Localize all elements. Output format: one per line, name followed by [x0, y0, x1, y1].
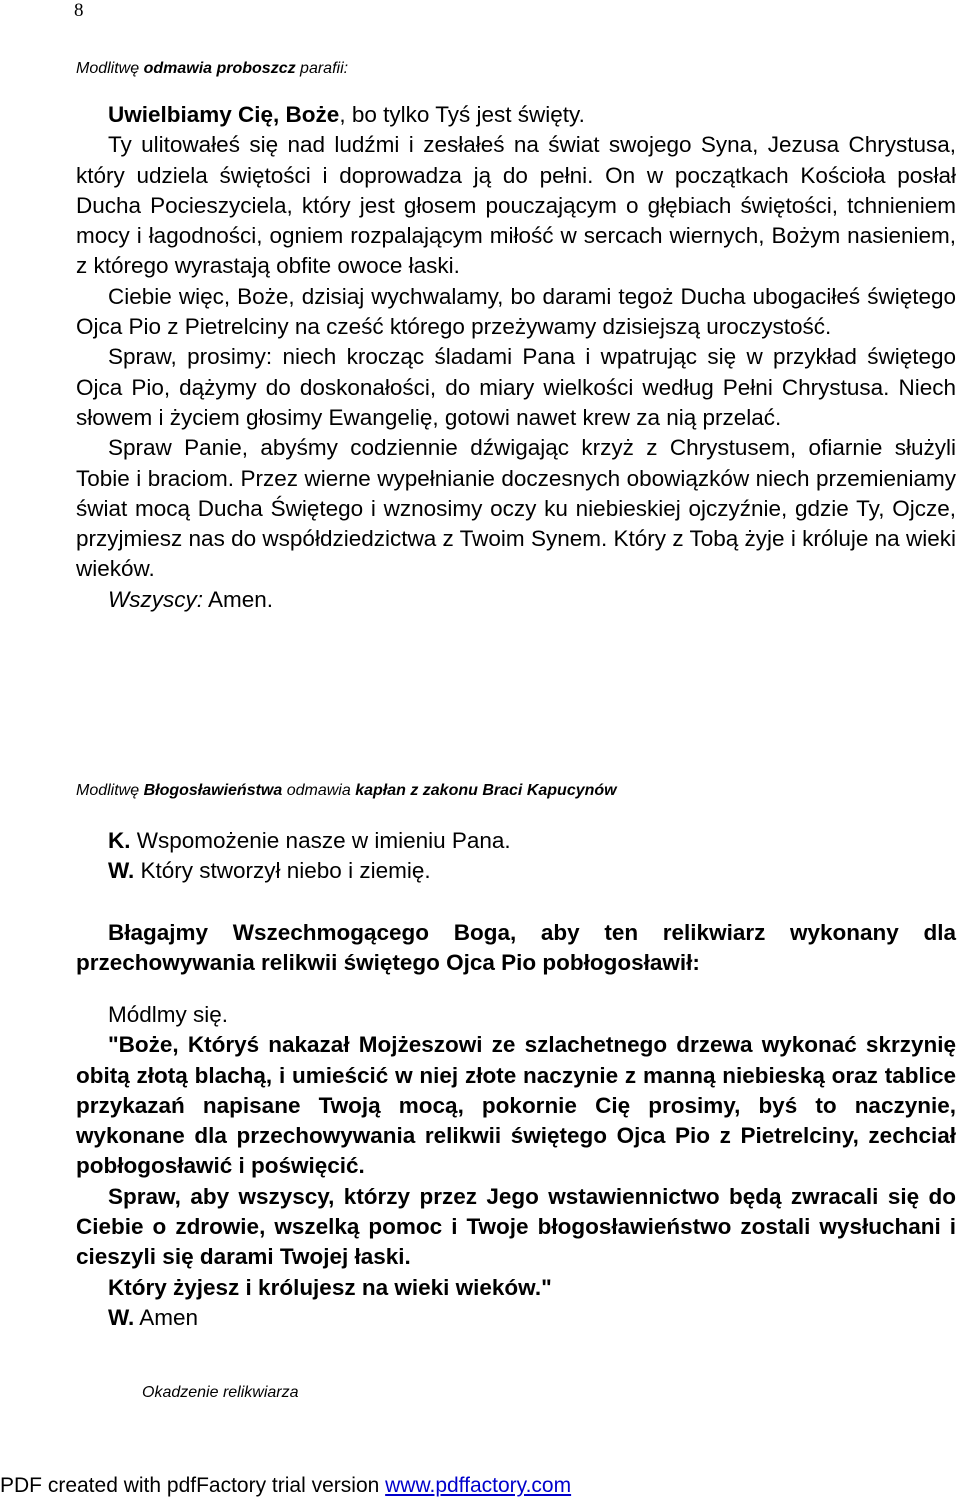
amen-text: Amen.: [203, 586, 274, 612]
prayer-paragraph: [76, 100, 956, 130]
amen-response: [76, 585, 956, 615]
versicle-k: [76, 826, 956, 856]
page-number: 8: [74, 0, 84, 21]
footer-text: PDF created with pdfFactory trial version: [0, 1474, 386, 1497]
invitation-paragraph: Błagajmy Wszechmogącego Boga, aby ten relikwiarz wykonany dla przechowywania relikwii świętego Ojca Pio pobłogosławił:: [76, 920, 956, 976]
versicle-text: Który stworzył niebo i ziemię.: [134, 858, 431, 884]
pastor-prayer-text: [76, 100, 956, 615]
final-label: W.: [108, 1304, 135, 1330]
caption-part: parafii:: [295, 60, 349, 77]
versicle-w: [76, 856, 956, 886]
prayer-paragraph: "Boże, Któryś nakazał Mojżeszowi ze szlachetnego drzewa wykonać skrzynię obitą złotą blachą, i umieścić w niej złote naczynie z manną niebieską oraz tablice przykazań napisane Twoją mocą, pokornie Cię prosimy, byś to naczynie, wykonane dla przechowywania relikwii świętego Ojca Pio z Pietrelciny, zechciał pobłogosławić i poświęcić.: [76, 1032, 956, 1179]
versicle-label: K.: [108, 828, 131, 853]
versicle-response: [76, 826, 956, 887]
prayer-paragraph: Spraw Panie, abyśmy codziennie dźwigając krzyż z Chrystusem, ofiarnie służyli Tobie i braciom. Przez wierne wypełnianie doczesnych obowiązków niech przemieniamy świat mocą Ducha Świętego i wznosimy oczy ku niebieskiej ojczyźnie, gdzie Ty, Ojcze, przyjmiesz nas do współdziedzictwa z Twoim Synem. Który z Tobą żyje i króluje na wieki wieków.: [76, 435, 956, 582]
prayer-opening-bold: Uwielbiamy Cię, Boże: [108, 102, 340, 127]
caption-part-bold: kapłan z zakonu Braci Kapucynów: [355, 782, 617, 799]
pdf-footer: [0, 1474, 571, 1498]
prayer-paragraph: Ty ulitowałeś się nad ludźmi i zesłałeś na świat swojego Syna, Jezusa Chrystusa, który udziela świętości i doprowadza ją do pełni. On w początkach Kościoła posłał Ducha Pocieszyciela, który jest głosem pouczającym o głębiach świętości, tchnieniem mocy i łagodności, ogniem rozpalającym miłość w sercach wiernych, Bożym nasieniem, z którego wyrastają obfite owoce łaski.: [76, 132, 956, 279]
versicle-label: W.: [108, 858, 135, 884]
caption-incensing: Okadzenie relikwiarza: [142, 1384, 299, 1401]
versicle-text: Wspomożenie nasze w imieniu Pana.: [130, 828, 511, 853]
prayer-paragraph: Który żyjesz i królujesz na wieki wieków.": [108, 1274, 552, 1300]
final-text: Amen: [134, 1304, 199, 1330]
caption-blessing: [76, 782, 617, 800]
prayer-paragraph: Spraw, prosimy: niech krocząc śladami Pana i wpatrując się w przykład świętego Ojca Pio, dążymy do doskonałości, do miary wielkości według Pełni Chrystusa. Niech słowem i życiem głosimy Ewangelię, gotowi nawet krew za nią przelać.: [76, 344, 956, 430]
prayer-paragraph: Spraw, aby wszyscy, którzy przez Jego wstawiennictwo będą zwracali się do Ciebie o zdrowie, wszelką pomoc i Twoje błogosławieństwo zostali wysłuchani i cieszyli się darami Twojej łaski.: [76, 1183, 956, 1270]
caption-part-bold: Błogosławieństwa: [143, 782, 283, 799]
caption-part: odmawia: [282, 782, 356, 799]
let-us-pray: Módlmy się.: [108, 1002, 229, 1027]
prayer-paragraph: Ciebie więc, Boże, dzisiaj wychwalamy, bo darami tegoż Ducha ubogaciłeś świętego Ojca Pio z Pietrelciny na cześć którego przeżywamy dzisiejszą uroczystość.: [76, 283, 956, 340]
caption-part: Modlitwę: [76, 782, 144, 799]
blessing-prayer-text: [76, 1000, 956, 1333]
caption-part: Modlitwę: [76, 60, 144, 77]
final-amen: [76, 1303, 956, 1333]
caption-pastor-prayer: [76, 60, 348, 78]
footer-link[interactable]: www.pdffactory.com: [385, 1474, 572, 1497]
caption-part-bold: odmawia proboszcz: [143, 60, 296, 77]
amen-speaker: Wszyscy:: [108, 586, 203, 612]
prayer-opening-rest: , bo tylko Tyś jest święty.: [339, 102, 585, 127]
invitation-text: [76, 918, 956, 979]
